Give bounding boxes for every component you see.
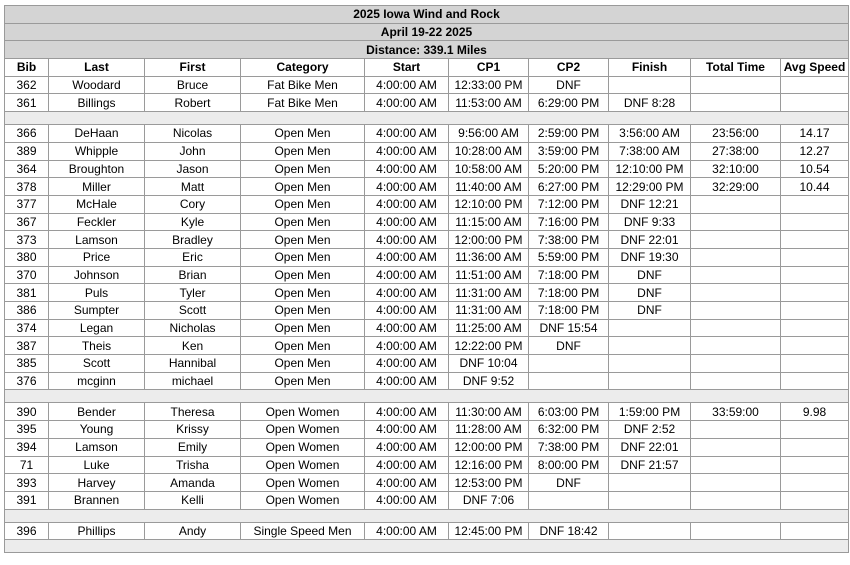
cell-avg-speed[interactable]	[781, 94, 849, 112]
cell-category[interactable]: Open Women	[241, 491, 365, 509]
cell-start[interactable]: 4:00:00 AM	[365, 337, 449, 355]
cell-avg-speed[interactable]	[781, 421, 849, 439]
cell-first[interactable]: Nicolas	[145, 125, 241, 143]
cell-finish[interactable]: DNF	[609, 284, 691, 302]
cell-last[interactable]: McHale	[49, 195, 145, 213]
cell-cp1[interactable]: 12:16:00 PM	[449, 456, 529, 474]
cell-total-time[interactable]	[691, 76, 781, 94]
cell-cp1[interactable]: 11:31:00 AM	[449, 302, 529, 320]
cell-finish[interactable]: DNF 2:52	[609, 421, 691, 439]
cell-last[interactable]: Whipple	[49, 142, 145, 160]
cell-start[interactable]: 4:00:00 AM	[365, 403, 449, 421]
cell-cp1[interactable]: DNF 9:52	[449, 372, 529, 390]
cell-avg-speed[interactable]	[781, 213, 849, 231]
cell-first[interactable]: Hannibal	[145, 355, 241, 373]
cell-avg-speed[interactable]	[781, 266, 849, 284]
cell-finish[interactable]	[609, 372, 691, 390]
table-row	[5, 125, 849, 143]
cell-avg-speed[interactable]	[781, 231, 849, 249]
cell-category[interactable]: Open Men	[241, 284, 365, 302]
cell-start[interactable]: 4:00:00 AM	[365, 522, 449, 540]
cell-finish[interactable]	[609, 337, 691, 355]
cell-start[interactable]: 4:00:00 AM	[365, 142, 449, 160]
cell-start[interactable]: 4:00:00 AM	[365, 491, 449, 509]
table-row	[5, 142, 849, 160]
cell-total-time[interactable]	[691, 319, 781, 337]
table-row	[5, 213, 849, 231]
cell-finish[interactable]	[609, 76, 691, 94]
cell-total-time[interactable]	[691, 456, 781, 474]
cell-finish[interactable]: DNF 9:33	[609, 213, 691, 231]
cell-avg-speed[interactable]	[781, 456, 849, 474]
cell-bib[interactable]: 361	[5, 94, 49, 112]
cell-cp1[interactable]: 11:53:00 AM	[449, 94, 529, 112]
cell-cp2[interactable]: 5:20:00 PM	[529, 160, 609, 178]
cell-category[interactable]: Open Men	[241, 266, 365, 284]
cell-avg-speed[interactable]	[781, 319, 849, 337]
group-separator	[5, 540, 849, 553]
cell-bib[interactable]: 373	[5, 231, 49, 249]
cell-total-time[interactable]: 32:10:00	[691, 160, 781, 178]
cell-category[interactable]: Open Men	[241, 178, 365, 196]
column-header-start[interactable]: Start	[365, 59, 449, 77]
cell-last[interactable]: Phillips	[49, 522, 145, 540]
cell-bib[interactable]: 377	[5, 195, 49, 213]
cell-category[interactable]: Open Men	[241, 231, 365, 249]
cell-bib[interactable]: 376	[5, 372, 49, 390]
cell-last[interactable]: Feckler	[49, 213, 145, 231]
table-row	[5, 474, 849, 492]
separator-cell	[5, 112, 849, 125]
group-separator	[5, 509, 849, 522]
cell-last[interactable]: DeHaan	[49, 125, 145, 143]
cell-total-time[interactable]	[691, 231, 781, 249]
cell-start[interactable]: 4:00:00 AM	[365, 319, 449, 337]
cell-avg-speed[interactable]: 12.27	[781, 142, 849, 160]
cell-cp2[interactable]: 2:59:00 PM	[529, 125, 609, 143]
cell-first[interactable]: Cory	[145, 195, 241, 213]
cell-category[interactable]: Open Women	[241, 456, 365, 474]
table-row	[5, 76, 849, 94]
cell-first[interactable]: Kyle	[145, 213, 241, 231]
cell-bib[interactable]: 362	[5, 76, 49, 94]
cell-last[interactable]: Scott	[49, 355, 145, 373]
cell-cp1[interactable]: 12:22:00 PM	[449, 337, 529, 355]
cell-finish[interactable]: 3:56:00 AM	[609, 125, 691, 143]
cell-bib[interactable]: 391	[5, 491, 49, 509]
cell-bib[interactable]: 381	[5, 284, 49, 302]
cell-cp2[interactable]: 7:38:00 PM	[529, 438, 609, 456]
table-row	[5, 195, 849, 213]
cell-avg-speed[interactable]: 10.44	[781, 178, 849, 196]
cell-first[interactable]: Theresa	[145, 403, 241, 421]
column-header-total-time[interactable]: Total Time	[691, 59, 781, 77]
cell-bib[interactable]: 366	[5, 125, 49, 143]
cell-first[interactable]: michael	[145, 372, 241, 390]
cell-last[interactable]: Lamson	[49, 231, 145, 249]
cell-first[interactable]: Scott	[145, 302, 241, 320]
cell-finish[interactable]	[609, 522, 691, 540]
cell-first[interactable]: Andy	[145, 522, 241, 540]
table-row	[5, 337, 849, 355]
cell-bib[interactable]: 387	[5, 337, 49, 355]
cell-start[interactable]: 4:00:00 AM	[365, 231, 449, 249]
cell-bib[interactable]: 386	[5, 302, 49, 320]
column-header-last[interactable]: Last	[49, 59, 145, 77]
cell-total-time[interactable]	[691, 337, 781, 355]
table-row	[5, 319, 849, 337]
cell-cp2[interactable]: DNF	[529, 337, 609, 355]
column-header-row	[5, 59, 849, 77]
column-header-category[interactable]: Category	[241, 59, 365, 77]
cell-first[interactable]: Bruce	[145, 76, 241, 94]
cell-last[interactable]: Miller	[49, 178, 145, 196]
cell-finish[interactable]: DNF 22:01	[609, 231, 691, 249]
cell-cp1[interactable]: 10:58:00 AM	[449, 160, 529, 178]
cell-start[interactable]: 4:00:00 AM	[365, 94, 449, 112]
cell-last[interactable]: Harvey	[49, 474, 145, 492]
table-row	[5, 248, 849, 266]
group-separator	[5, 112, 849, 125]
cell-total-time[interactable]	[691, 372, 781, 390]
cell-first[interactable]: Nicholas	[145, 319, 241, 337]
cell-start[interactable]: 4:00:00 AM	[365, 76, 449, 94]
cell-finish[interactable]	[609, 491, 691, 509]
cell-bib[interactable]: 380	[5, 248, 49, 266]
cell-avg-speed[interactable]: 10.54	[781, 160, 849, 178]
cell-cp2[interactable]: 6:03:00 PM	[529, 403, 609, 421]
cell-bib[interactable]: 389	[5, 142, 49, 160]
cell-cp1[interactable]: 12:33:00 PM	[449, 76, 529, 94]
cell-finish[interactable]: DNF 22:01	[609, 438, 691, 456]
cell-first[interactable]: Robert	[145, 94, 241, 112]
cell-first[interactable]: Trisha	[145, 456, 241, 474]
cell-avg-speed[interactable]	[781, 248, 849, 266]
cell-start[interactable]: 4:00:00 AM	[365, 438, 449, 456]
cell-first[interactable]: Emily	[145, 438, 241, 456]
cell-last[interactable]: Billings	[49, 94, 145, 112]
cell-cp2[interactable]: 7:18:00 PM	[529, 302, 609, 320]
cell-bib[interactable]: 390	[5, 403, 49, 421]
cell-finish[interactable]: DNF 12:21	[609, 195, 691, 213]
table-row	[5, 438, 849, 456]
cell-start[interactable]: 4:00:00 AM	[365, 372, 449, 390]
cell-cp2[interactable]	[529, 491, 609, 509]
cell-avg-speed[interactable]	[781, 76, 849, 94]
table-row	[5, 231, 849, 249]
cell-finish[interactable]: DNF 19:30	[609, 248, 691, 266]
separator-cell	[5, 509, 849, 522]
sheet-distance[interactable]: Distance: 339.1 Miles	[5, 41, 849, 59]
cell-cp2[interactable]	[529, 355, 609, 373]
cell-cp2[interactable]: 7:38:00 PM	[529, 231, 609, 249]
table-row	[5, 522, 849, 540]
cell-cp1[interactable]: 11:25:00 AM	[449, 319, 529, 337]
cell-category[interactable]: Open Men	[241, 160, 365, 178]
cell-first[interactable]: Bradley	[145, 231, 241, 249]
cell-category[interactable]: Open Women	[241, 474, 365, 492]
cell-start[interactable]: 4:00:00 AM	[365, 456, 449, 474]
cell-finish[interactable]: 7:38:00 AM	[609, 142, 691, 160]
cell-start[interactable]: 4:00:00 AM	[365, 248, 449, 266]
cell-last[interactable]: mcginn	[49, 372, 145, 390]
cell-last[interactable]: Puls	[49, 284, 145, 302]
cell-category[interactable]: Open Women	[241, 403, 365, 421]
cell-last[interactable]: Lamson	[49, 438, 145, 456]
cell-cp1[interactable]: 11:36:00 AM	[449, 248, 529, 266]
cell-category[interactable]: Open Men	[241, 213, 365, 231]
cell-cp2[interactable]: 6:29:00 PM	[529, 94, 609, 112]
cell-total-time[interactable]	[691, 474, 781, 492]
cell-cp1[interactable]: 12:53:00 PM	[449, 474, 529, 492]
cell-last[interactable]: Woodard	[49, 76, 145, 94]
table-row	[5, 94, 849, 112]
cell-finish[interactable]: DNF 21:57	[609, 456, 691, 474]
cell-cp1[interactable]: 11:31:00 AM	[449, 284, 529, 302]
cell-last[interactable]: Brannen	[49, 491, 145, 509]
cell-last[interactable]: Theis	[49, 337, 145, 355]
cell-cp1[interactable]: 9:56:00 AM	[449, 125, 529, 143]
column-header-cp2[interactable]: CP2	[529, 59, 609, 77]
sheet-title[interactable]: 2025 Iowa Wind and Rock	[5, 6, 849, 24]
cell-start[interactable]: 4:00:00 AM	[365, 284, 449, 302]
cell-total-time[interactable]	[691, 248, 781, 266]
table-row	[5, 302, 849, 320]
sheet-dates[interactable]: April 19-22 2025	[5, 23, 849, 41]
cell-category[interactable]: Open Women	[241, 438, 365, 456]
cell-avg-speed[interactable]	[781, 438, 849, 456]
cell-cp1[interactable]: 12:45:00 PM	[449, 522, 529, 540]
cell-first[interactable]: Matt	[145, 178, 241, 196]
table-row	[5, 355, 849, 373]
cell-bib[interactable]: 394	[5, 438, 49, 456]
cell-bib[interactable]: 378	[5, 178, 49, 196]
cell-first[interactable]: Eric	[145, 248, 241, 266]
cell-last[interactable]: Luke	[49, 456, 145, 474]
cell-cp2[interactable]: 7:16:00 PM	[529, 213, 609, 231]
cell-start[interactable]: 4:00:00 AM	[365, 195, 449, 213]
cell-cp1[interactable]: 11:28:00 AM	[449, 421, 529, 439]
cell-cp2[interactable]: 7:18:00 PM	[529, 266, 609, 284]
cell-finish[interactable]: DNF	[609, 302, 691, 320]
cell-finish[interactable]	[609, 355, 691, 373]
cell-start[interactable]: 4:00:00 AM	[365, 474, 449, 492]
cell-total-time[interactable]	[691, 355, 781, 373]
cell-total-time[interactable]: 32:29:00	[691, 178, 781, 196]
cell-first[interactable]: Jason	[145, 160, 241, 178]
cell-avg-speed[interactable]	[781, 522, 849, 540]
cell-first[interactable]: John	[145, 142, 241, 160]
cell-category[interactable]: Open Men	[241, 302, 365, 320]
cell-first[interactable]: Krissy	[145, 421, 241, 439]
cell-finish[interactable]: 12:10:00 PM	[609, 160, 691, 178]
cell-total-time[interactable]	[691, 266, 781, 284]
cell-first[interactable]: Ken	[145, 337, 241, 355]
cell-avg-speed[interactable]: 9.98	[781, 403, 849, 421]
cell-category[interactable]: Fat Bike Men	[241, 76, 365, 94]
cell-total-time[interactable]	[691, 94, 781, 112]
cell-cp1[interactable]: 11:51:00 AM	[449, 266, 529, 284]
cell-first[interactable]: Amanda	[145, 474, 241, 492]
cell-avg-speed[interactable]	[781, 195, 849, 213]
cell-start[interactable]: 4:00:00 AM	[365, 355, 449, 373]
cell-category[interactable]: Open Women	[241, 421, 365, 439]
cell-cp1[interactable]: 12:00:00 PM	[449, 231, 529, 249]
cell-category[interactable]: Open Men	[241, 248, 365, 266]
table-row	[5, 491, 849, 509]
column-header-finish[interactable]: Finish	[609, 59, 691, 77]
cell-cp2[interactable]: 7:12:00 PM	[529, 195, 609, 213]
cell-cp2[interactable]: 6:32:00 PM	[529, 421, 609, 439]
cell-category[interactable]: Open Men	[241, 125, 365, 143]
cell-finish[interactable]: DNF 8:28	[609, 94, 691, 112]
cell-last[interactable]: Johnson	[49, 266, 145, 284]
cell-cp1[interactable]: DNF 7:06	[449, 491, 529, 509]
cell-avg-speed[interactable]	[781, 491, 849, 509]
cell-bib[interactable]: 374	[5, 319, 49, 337]
cell-start[interactable]: 4:00:00 AM	[365, 421, 449, 439]
cell-finish[interactable]: 1:59:00 PM	[609, 403, 691, 421]
cell-bib[interactable]: 71	[5, 456, 49, 474]
cell-last[interactable]: Young	[49, 421, 145, 439]
cell-last[interactable]: Price	[49, 248, 145, 266]
cell-total-time[interactable]	[691, 213, 781, 231]
cell-total-time[interactable]	[691, 195, 781, 213]
cell-avg-speed[interactable]: 14.17	[781, 125, 849, 143]
cell-finish[interactable]	[609, 474, 691, 492]
cell-cp2[interactable]: 5:59:00 PM	[529, 248, 609, 266]
cell-finish[interactable]: DNF	[609, 266, 691, 284]
cell-cp2[interactable]: 6:27:00 PM	[529, 178, 609, 196]
table-row	[5, 178, 849, 196]
cell-start[interactable]: 4:00:00 AM	[365, 160, 449, 178]
cell-bib[interactable]: 393	[5, 474, 49, 492]
cell-category[interactable]: Single Speed Men	[241, 522, 365, 540]
column-header-first[interactable]: First	[145, 59, 241, 77]
cell-first[interactable]: Tyler	[145, 284, 241, 302]
table-row	[5, 456, 849, 474]
table-row	[5, 421, 849, 439]
cell-cp2[interactable]: DNF	[529, 76, 609, 94]
cell-cp2[interactable]: DNF 18:42	[529, 522, 609, 540]
cell-cp2[interactable]: DNF	[529, 474, 609, 492]
cell-category[interactable]: Open Men	[241, 195, 365, 213]
cell-start[interactable]: 4:00:00 AM	[365, 178, 449, 196]
cell-avg-speed[interactable]	[781, 474, 849, 492]
cell-cp1[interactable]: 11:30:00 AM	[449, 403, 529, 421]
cell-start[interactable]: 4:00:00 AM	[365, 266, 449, 284]
column-header-avg-speed[interactable]: Avg Speed	[781, 59, 849, 77]
cell-cp2[interactable]: DNF 15:54	[529, 319, 609, 337]
cell-category[interactable]: Fat Bike Men	[241, 94, 365, 112]
cell-cp2[interactable]: 8:00:00 PM	[529, 456, 609, 474]
cell-cp1[interactable]: 11:40:00 AM	[449, 178, 529, 196]
cell-total-time[interactable]: 23:56:00	[691, 125, 781, 143]
cell-finish[interactable]	[609, 319, 691, 337]
cell-last[interactable]: Bender	[49, 403, 145, 421]
cell-start[interactable]: 4:00:00 AM	[365, 302, 449, 320]
cell-cp1[interactable]: 10:28:00 AM	[449, 142, 529, 160]
results-body	[5, 76, 849, 553]
cell-last[interactable]: Legan	[49, 319, 145, 337]
cell-cp1[interactable]: 11:15:00 AM	[449, 213, 529, 231]
cell-avg-speed[interactable]	[781, 372, 849, 390]
table-row	[5, 266, 849, 284]
cell-cp2[interactable]	[529, 372, 609, 390]
cell-finish[interactable]: 12:29:00 PM	[609, 178, 691, 196]
table-row	[5, 160, 849, 178]
cell-category[interactable]: Open Men	[241, 372, 365, 390]
cell-first[interactable]: Kelli	[145, 491, 241, 509]
cell-total-time[interactable]: 33:59:00	[691, 403, 781, 421]
cell-bib[interactable]: 370	[5, 266, 49, 284]
separator-cell	[5, 390, 849, 403]
cell-bib[interactable]: 396	[5, 522, 49, 540]
cell-cp1[interactable]: DNF 10:04	[449, 355, 529, 373]
cell-cp1[interactable]: 12:00:00 PM	[449, 438, 529, 456]
cell-category[interactable]: Open Men	[241, 142, 365, 160]
cell-bib[interactable]: 395	[5, 421, 49, 439]
cell-total-time[interactable]	[691, 522, 781, 540]
table-row	[5, 403, 849, 421]
table-row	[5, 284, 849, 302]
table-row	[5, 372, 849, 390]
cell-start[interactable]: 4:00:00 AM	[365, 125, 449, 143]
cell-total-time[interactable]	[691, 302, 781, 320]
results-table	[4, 5, 849, 553]
cell-last[interactable]: Broughton	[49, 160, 145, 178]
cell-category[interactable]: Open Men	[241, 355, 365, 373]
cell-start[interactable]: 4:00:00 AM	[365, 213, 449, 231]
cell-first[interactable]: Brian	[145, 266, 241, 284]
cell-total-time[interactable]	[691, 491, 781, 509]
cell-avg-speed[interactable]	[781, 337, 849, 355]
cell-bib[interactable]: 364	[5, 160, 49, 178]
cell-avg-speed[interactable]	[781, 284, 849, 302]
cell-last[interactable]: Sumpter	[49, 302, 145, 320]
cell-category[interactable]: Open Men	[241, 319, 365, 337]
cell-bib[interactable]: 385	[5, 355, 49, 373]
cell-cp1[interactable]: 12:10:00 PM	[449, 195, 529, 213]
cell-bib[interactable]: 367	[5, 213, 49, 231]
cell-cp2[interactable]: 3:59:00 PM	[529, 142, 609, 160]
cell-avg-speed[interactable]	[781, 302, 849, 320]
group-separator	[5, 390, 849, 403]
cell-total-time[interactable]: 27:38:00	[691, 142, 781, 160]
cell-avg-speed[interactable]	[781, 355, 849, 373]
column-header-bib[interactable]: Bib	[5, 59, 49, 77]
separator-cell	[5, 540, 849, 553]
column-header-cp1[interactable]: CP1	[449, 59, 529, 77]
cell-total-time[interactable]	[691, 284, 781, 302]
cell-cp2[interactable]: 7:18:00 PM	[529, 284, 609, 302]
cell-total-time[interactable]	[691, 421, 781, 439]
cell-total-time[interactable]	[691, 438, 781, 456]
cell-category[interactable]: Open Men	[241, 337, 365, 355]
